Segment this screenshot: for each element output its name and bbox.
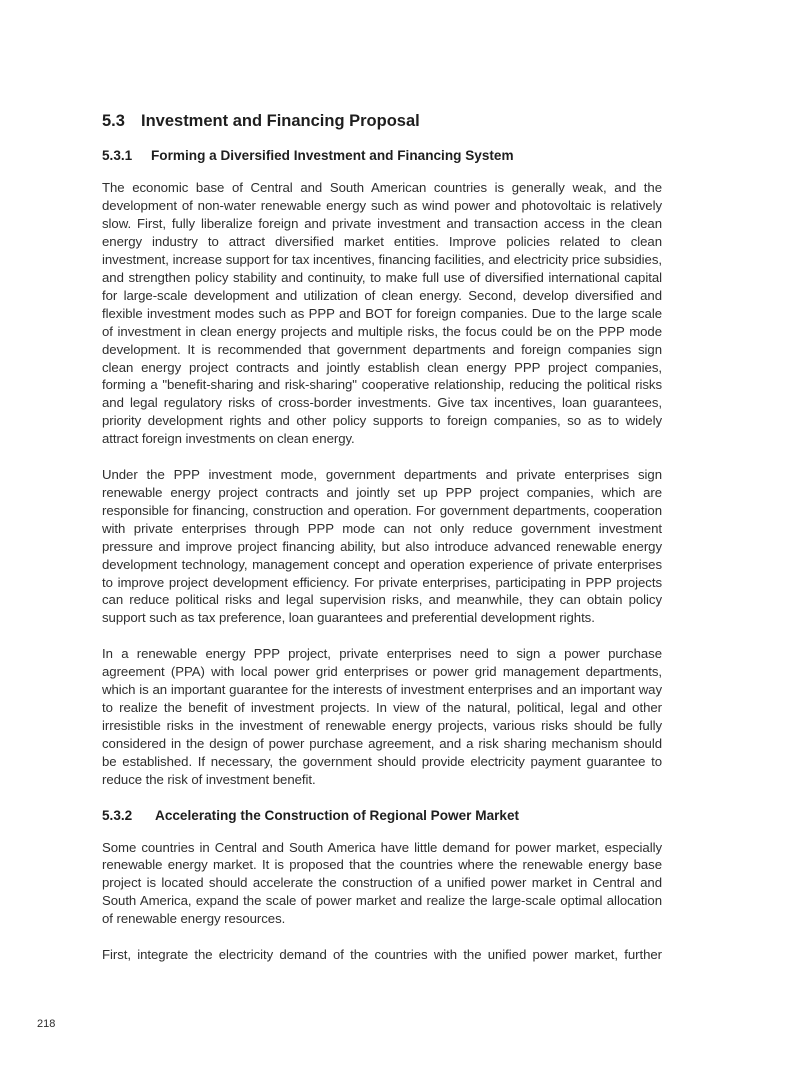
page-content	[102, 110, 662, 964]
subsection-number: 5.3.2	[102, 807, 133, 823]
subsection-number: 5.3.1	[102, 148, 133, 163]
paragraph-power-purchase-agreement: In a renewable energy PPP project, private enterprises need to sign a power purchase agreement (PPA) with local power grid enterprises or power grid management departments, which is an important guarantee for the interests of investment enterprises and an important way to realize the benefit of investment projects. In view of the natural, political, legal and other irresistible risks in the investment of renewable energy projects, various risks should be fully considered in the design of power purchase agreement, and a risk sharing mechanism should be established. If necessary, the government should provide electricity payment guarantee to reduce the risk of investment benefit.	[102, 645, 662, 787]
paragraph-regional-power-market: Some countries in Central and South America have little demand for power market, especially renewable energy market. It is proposed that the countries where the renewable energy base project is located should accelerate the construction of a unified power market in Central and South America, expand the scale of power market and realize the large-scale optimal allocation of renewable energy resources.	[102, 839, 662, 927]
section-heading	[102, 110, 662, 132]
subsection-title: Forming a Diversified Investment and Financing System	[151, 148, 514, 163]
page-number: 218	[37, 1018, 56, 1030]
paragraph-diversified-investment: The economic base of Central and South American countries is generally weak, and the development of non-water renewable energy such as wind power and photovoltaic is relatively slow. First, fully liberalize foreign and private investment and transaction access in the clean energy industry to attract diversified market entities. Improve policies related to clean investment, increase support for tax incentives, financing facilities, and electricity price subsidies, and strengthen policy stability and continuity, to make full use of diversified international capital for large-scale development and utilization of clean energy. Second, develop diversified and flexible investment modes such as PPP and BOT for foreign companies. Due to the large scale of investment in clean energy projects and multiple risks, the focus could be on the PPP mode development. It is recommended that government departments and foreign companies sign clean energy project contracts and jointly establish clean energy PPP project companies, forming a "benefit-sharing and risk-sharing" cooperative relationship, reducing the political risks and legal regulatory risks of cross-border investments. Give tax incentives, loan guarantees, priority development rights and other policy supports to foreign companies, so as to widely attract foreign investments on clean energy.	[102, 180, 662, 447]
section-title: Investment and Financing Proposal	[141, 112, 420, 130]
paragraph-ppp-investment-mode: Under the PPP investment mode, government departments and private enterprises sign renewable energy project contracts and jointly set up PPP project companies, which are responsible for financing, construction and operation. For government departments, cooperation with private enterprises through PPP mode can not only reduce government investment pressure and improve project financing ability, but also introduce advanced renewable energy development technology, management concept and operation experience of private enterprises to improve project development efficiency. For private enterprises, participating in PPP projects can reduce political risks and legal supervision risks, and meanwhile, they can obtain policy support such as tax preference, loan guarantees and preferential development rights.	[102, 466, 662, 626]
subsection-heading-5-3-2	[102, 806, 662, 826]
section-number: 5.3	[102, 112, 125, 130]
subsection-heading-5-3-1	[102, 146, 662, 166]
subsection-title: Accelerating the Construction of Regional Power Market	[155, 807, 520, 823]
paragraph-integrate-demand: First, integrate the electricity demand of the countries with the unified power market, further	[102, 946, 662, 962]
